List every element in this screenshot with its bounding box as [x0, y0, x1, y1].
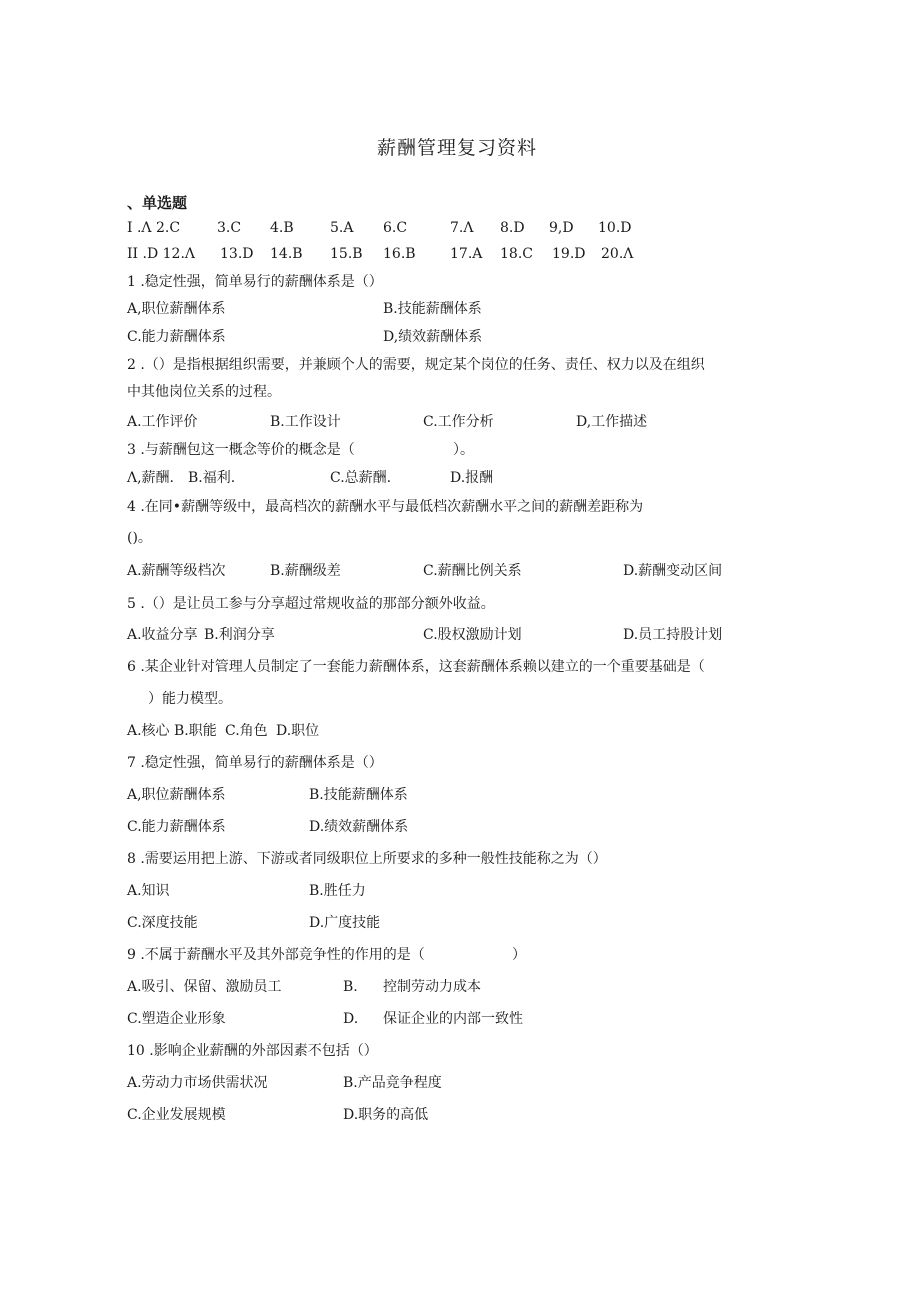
question-option: B.工作设计	[270, 414, 341, 430]
question-option: A.工作评价	[127, 414, 198, 430]
answer-key-cell: 13.D	[220, 246, 254, 262]
answer-key-cell: 5.A	[330, 220, 354, 236]
question-stem: 3 .与薪酬包这一概念等价的概念是（	[127, 442, 355, 458]
answer-key-cell: 6.C	[383, 220, 408, 236]
question-option: B.薪酬级差	[270, 563, 341, 579]
section-heading: 、单选题	[127, 194, 188, 212]
question-option: D.	[343, 1011, 359, 1027]
question-stem: 9 .不属于薪酬水平及其外部竞争性的作用的是（	[127, 947, 425, 963]
question-option: D.职务的高低	[343, 1107, 429, 1123]
answer-key-cell: 16.B	[383, 246, 416, 262]
question-option: C.能力薪酬体系	[127, 819, 226, 835]
question-stem: 2 .（）是指根据组织需要，并兼顾个人的需要，规定某个岗位的任务、责任、权力以及在组织	[127, 357, 705, 373]
question-stem: 8 .需要运用把上游、下游或者同级职位上所要求的多种一般性技能称之为（）	[127, 851, 607, 867]
question-stem: 1 .稳定性强，简单易行的薪酬体系是（）	[127, 274, 383, 290]
question-option: B.福利.	[188, 470, 236, 486]
question-option: C.股权激励计划	[423, 627, 522, 643]
question-stem: ）能力模型。	[148, 691, 232, 707]
question-option: B.利润分享	[204, 627, 275, 643]
answer-key-cell: 3.C	[217, 220, 242, 236]
question-option: B.技能薪酬体系	[309, 787, 408, 803]
question-option: D.员工持股计划	[623, 627, 723, 643]
question-option: B.职能	[174, 723, 217, 739]
question-option: C.能力薪酬体系	[127, 329, 226, 345]
question-option: A.吸引、保留、激励员工	[127, 979, 282, 995]
question-option: D.绩效薪酬体系	[309, 819, 409, 835]
question-option: C.薪酬比例关系	[423, 563, 522, 579]
question-option: D.广度技能	[309, 915, 381, 931]
answer-key-cell: 4.B	[270, 220, 294, 236]
question-option: A.收益分享	[127, 627, 198, 643]
answer-key-cell: I .Λ 2.C	[127, 220, 181, 236]
question-option: C.总薪酬.	[330, 470, 392, 486]
page-title: 薪酬管理复习资料	[377, 137, 538, 159]
answer-key-cell: 17.A	[450, 246, 483, 262]
question-option: A,职位薪酬体系	[127, 301, 226, 317]
question-stem: 5 .（）是让员工参与分享超过常规收益的那部分额外收益。	[127, 596, 495, 612]
question-option: A,职位薪酬体系	[127, 787, 226, 803]
answer-key-cell: 19.D	[552, 246, 586, 262]
question-stem: ）	[512, 947, 526, 963]
answer-key-cell: II .D 12.Λ	[127, 246, 196, 262]
question-option: A.劳动力市场供需状况	[127, 1075, 268, 1091]
question-option: B.胜任力	[309, 883, 366, 899]
question-option: A.薪酬等级档次	[127, 563, 226, 579]
question-option: D.职位	[276, 723, 320, 739]
question-stem: 7 .稳定性强，简单易行的薪酬体系是（）	[127, 755, 383, 771]
question-option: C.塑造企业形象	[127, 1011, 226, 1027]
question-option: B.技能薪酬体系	[383, 301, 482, 317]
question-option: A.知识	[127, 883, 170, 899]
question-stem: 4 .在同•薪酬等级中，最高档次的薪酬水平与最低档次薪酬水平之间的薪酬差距称为	[127, 499, 644, 515]
question-option: C.深度技能	[127, 915, 198, 931]
question-option: C.工作分析	[423, 414, 494, 430]
answer-key-cell: 10.D	[598, 220, 632, 236]
question-option: 保证企业的内部一致性	[383, 1011, 523, 1027]
answer-key-cell: 14.B	[270, 246, 303, 262]
question-option: B.	[343, 979, 358, 995]
question-option: 控制劳动力成本	[383, 979, 481, 995]
answer-key-cell: 7.Λ	[450, 220, 474, 236]
question-option: D.报酬	[450, 470, 494, 486]
question-stem: ()。	[127, 530, 152, 546]
question-option: B.产品竞争程度	[343, 1075, 442, 1091]
answer-key-cell: 18.C	[500, 246, 533, 262]
question-stem: ）。	[453, 442, 474, 458]
question-option: C.角色	[225, 723, 268, 739]
answer-key-cell: 15.B	[330, 246, 363, 262]
question-stem: 中其他岗位关系的过程。	[127, 384, 281, 400]
answer-key-cell: 9,D	[549, 220, 574, 236]
answer-key-cell: 20.Λ	[601, 246, 634, 262]
question-option: Λ,薪酬.	[127, 470, 175, 486]
question-stem: 10 .影响企业薪酬的外部因素不包括（）	[127, 1043, 378, 1059]
answer-key-cell: 8.D	[500, 220, 525, 236]
question-stem: 6 .某企业针对管理人员制定了一套能力薪酬体系，这套薪酬体系赖以建立的一个重要基础是（	[127, 659, 705, 675]
question-option: D,工作描述	[576, 414, 648, 430]
question-option: A.核心	[127, 723, 170, 739]
question-option: D,绩效薪酬体系	[383, 329, 483, 345]
question-option: C.企业发展规模	[127, 1107, 226, 1123]
question-option: D.薪酬变动区间	[623, 563, 723, 579]
